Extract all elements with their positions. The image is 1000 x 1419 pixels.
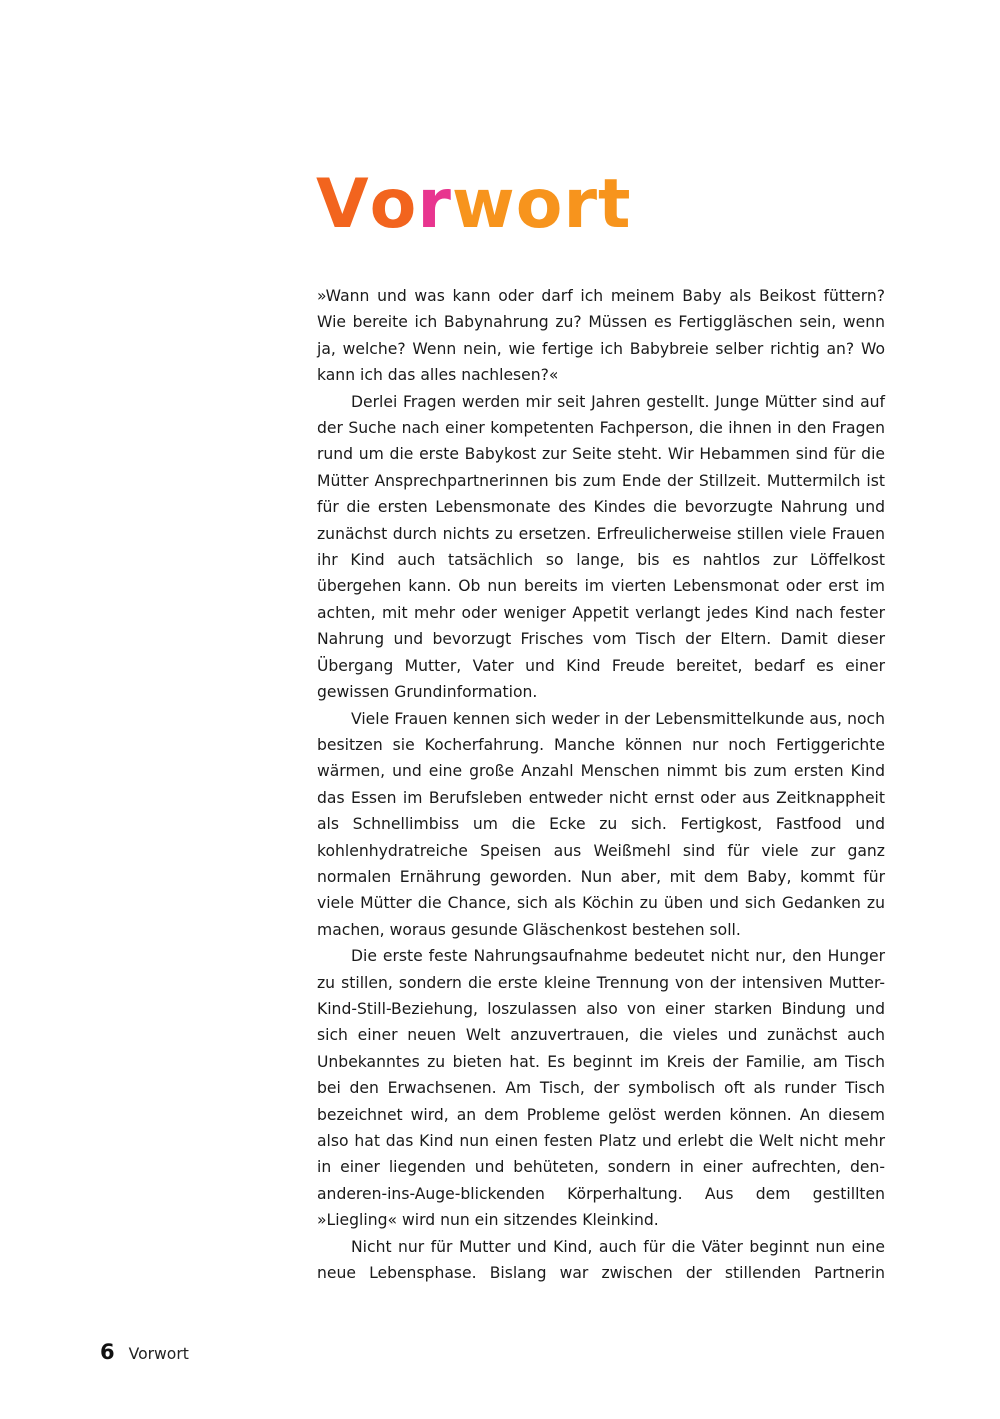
title-letter: o xyxy=(369,165,418,244)
paragraph-intro-quote: »Wann und was kann oder darf ich meinem Baby als Beikost füttern? Wie bereite ich Babynahrung zu? Müssen es Fertiggläschen sein, wenn ja, welche? Wenn nein, wie fertige ich Babybreie selber richtig an? Wo kann ich das alles nachlesen?« xyxy=(317,287,885,385)
paragraph: Viele Frauen kennen sich weder in der Lebensmittelkunde aus, noch besitzen sie Kocherfahrung. Manche können nur noch Fertiggerichte wärmen, und eine große Anzahl Menschen nimmt bis zum ersten Kind das Essen im Berufsleben entweder nicht ernst oder aus Zeitknappheit als Schnellimbiss um die Ecke zu sich. Fertigkost, Fastfood und kohlenhydratreiche Speisen aus Weißmehl sind für viele zur ganz normalen Ernährung geworden. Nun aber, mit dem Baby, kommt für viele Mütter die Chance, sich als Köchin zu üben und sich Gedanken zu machen, woraus gesunde Gläschenkost bestehen soll. xyxy=(317,709,885,939)
title-letter: r xyxy=(417,165,452,244)
title-letter: r xyxy=(563,165,598,244)
title-letter: t xyxy=(598,165,632,244)
body-text xyxy=(317,283,885,1286)
paragraph: Nicht nur für Mutter und Kind, auch für die Väter beginnt nun eine neue Lebensphase. Bislang war zwischen der stillenden Partnerin xyxy=(317,1237,885,1283)
title-letter: w xyxy=(451,165,516,244)
page-title xyxy=(316,160,632,250)
paragraph: Die erste feste Nahrungsaufnahme bedeutet nicht nur, den Hunger zu stillen, sondern die erste kleine Trennung von der intensiven Mutter-Kind-Still-Beziehung, loszulassen also von einer starken Bindung und sich einer neuen Welt anzuvertrauen, die vieles und zunächst auch Unbekanntes zu bieten hat. Es beginnt im Kreis der Familie, am Tisch bei den Erwachsenen. Am Tisch, der symbolisch oft als runder Tisch bezeichnet wird, an dem Probleme gelöst werden können. An diesem also hat das Kind nun einen festen Platz und erlebt die Welt nicht mehr in einer liegenden und behüteten, sondern in einer aufrechten, den-anderen-ins-Auge-blickenden Körperhaltung. Aus dem gestillten »Liegling« wird nun ein sitzendes Kleinkind. xyxy=(317,947,885,1230)
page-number: 6 xyxy=(100,1340,115,1364)
paragraph: Derlei Fragen werden mir seit Jahren gestellt. Junge Mütter sind auf der Suche nach einer kompetenten Fachperson, die ihnen in den Fragen rund um die erste Babykost zur Seite steht. Wir Hebammen sind für die Mütter Ansprechpartnerinnen bis zum Ende der Stillzeit. Muttermilch ist für die ersten Lebensmonate des Kindes die bevorzugte Nahrung und zunächst durch nichts zu ersetzen. Erfreulicherweise stillen viele Frauen ihr Kind auch tatsächlich so lange, bis es nahtlos zur Löffelkost übergehen kann. Ob nun bereits im vierten Lebensmonat oder erst im achten, mit mehr oder weniger Appetit verlangt jedes Kind nach fester Nahrung und bevorzugt Frisches vom Tisch der Eltern. Damit dieser Übergang Mutter, Vater und Kind Freude bereitet, bedarf es einer gewissen Grundinformation. xyxy=(317,392,885,702)
page-footer xyxy=(100,1340,189,1364)
running-head: Vorwort xyxy=(128,1345,189,1363)
title-letter: o xyxy=(515,165,564,244)
title-letter: V xyxy=(316,165,370,244)
